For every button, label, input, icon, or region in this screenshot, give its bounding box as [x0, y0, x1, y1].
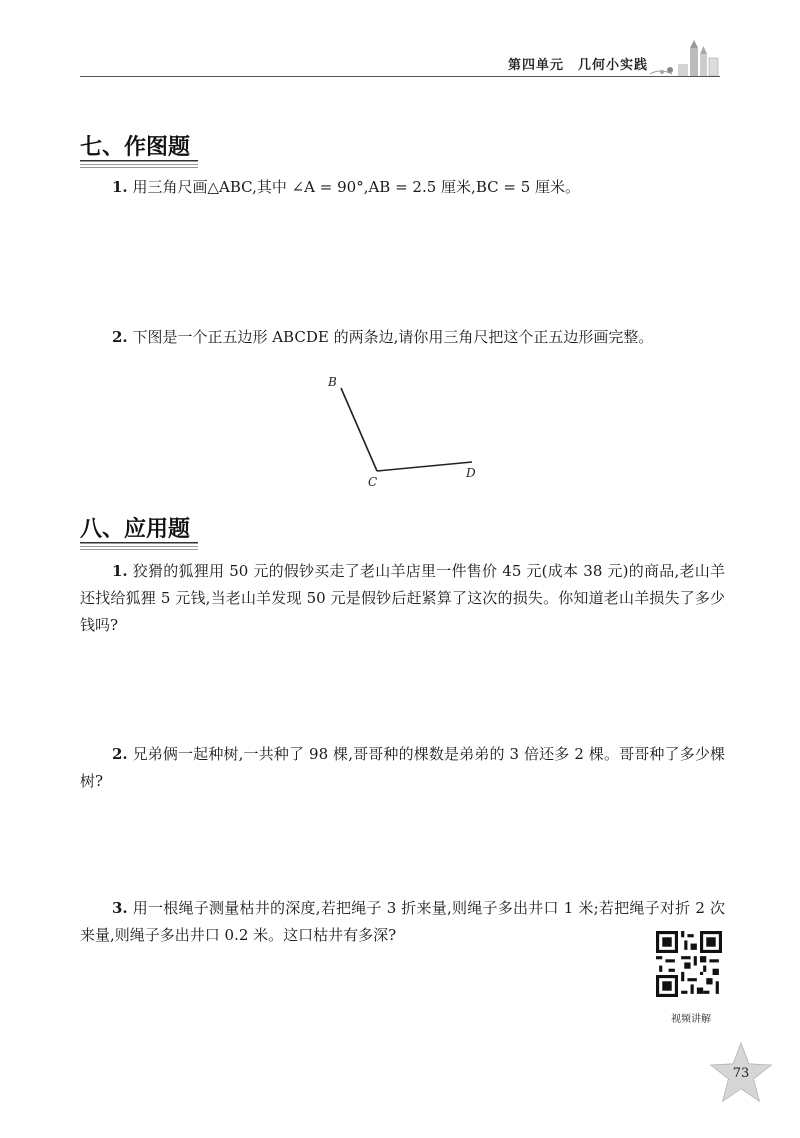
section-7-underline	[80, 160, 198, 168]
s8-question-3	[80, 895, 725, 949]
s7-question-1-text: 用三角尺画△ABC,其中 ∠A = 90°,AB = 2.5 厘米,BC = 5 厘米。	[132, 178, 581, 196]
s7-question-2-text: 下图是一个正五边形 ABCDE 的两条边,请你用三角尺把这个正五边形画完整。	[132, 328, 654, 346]
section-8-underline	[80, 542, 198, 550]
header-rule	[80, 76, 720, 77]
vertex-label-b: B	[328, 375, 337, 389]
s7-question-1	[80, 174, 725, 201]
s8-question-3-text: 用一根绳子测量枯井的深度,若把绳子 3 折来量,则绳子多出井口 1 米;若把绳子对折 2 次来量,则绳子多出井口 0.2 米。这口枯井有多深?	[80, 899, 725, 944]
edge-cd	[377, 462, 472, 471]
unit-title: 第四单元 几何小实践	[508, 58, 649, 73]
page-number: 73	[732, 1066, 750, 1081]
s8-question-3-number: 3.	[112, 899, 128, 917]
qr-caption: 视频讲解	[671, 1014, 711, 1025]
s8-question-2-text: 兄弟俩一起种树,一共种了 98 棵,哥哥种的棵数是弟弟的 3 倍还多 2 棵。哥哥种了多少棵树?	[80, 745, 725, 790]
pentagon-partial-figure	[310, 368, 500, 493]
header-decoration-icon	[650, 38, 740, 78]
s8-question-1	[80, 558, 725, 639]
s7-question-2-number: 2.	[112, 328, 128, 346]
section-8-title: 八、应用题	[80, 517, 191, 542]
s8-question-2-number: 2.	[112, 745, 128, 763]
qr-code-icon[interactable]	[656, 931, 722, 997]
s7-question-1-number: 1.	[112, 178, 128, 196]
vertex-label-c: C	[368, 475, 378, 489]
s8-question-1-text: 狡猾的狐狸用 50 元的假钞买走了老山羊店里一件售价 45 元(成本 38 元)的商品,老山羊还找给狐狸 5 元钱,当老山羊发现 50 元是假钞后赶紧算了这次的损失。你知道老山羊损失了多少钱吗?	[80, 562, 725, 634]
edge-bc	[341, 388, 377, 471]
s8-question-1-number: 1.	[112, 562, 128, 580]
section-7-title: 七、作图题	[80, 135, 191, 160]
s8-question-2	[80, 741, 725, 795]
s7-question-2	[80, 324, 725, 351]
vertex-label-d: D	[466, 466, 476, 480]
